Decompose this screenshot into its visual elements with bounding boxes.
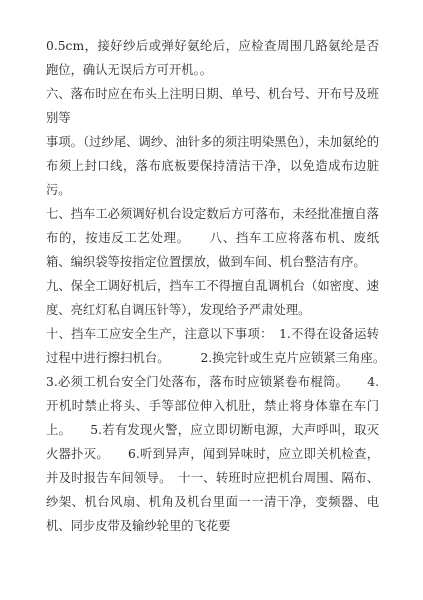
paragraph-section-six-details: 事项。（过纱尾、调纱、油针多的须注明染黑色），未加氨纶的布须上封口线，落布底板要保持清洁干净，以免造成布边脏污。 — [46, 135, 379, 197]
paragraph-sections-ten-eleven: 十、挡车工应安全生产，注意以下事项： 1.不得在设备运转过程中进行擦扫机台。 2.换完针或生克片应锁紧三角座。 3.必须工机台安全门处落布，落布时应锁紧卷布棍筒。 4.开机时禁止将头、手等部位伸入机肚，禁止将身体靠在车门上。 5.若有发现火警，应立即切断电源，大声呼叫，取灭火器扑灭。 6.听到异声，闻到异味时，应立即关机检查，并及时报告车间领导。 十一、转班时应把机台周围、隔布、纱架、机台风扇、机角及机台里面一一清干净，变频器、电机、同步皮带及输纱轮里的飞花要 — [46, 327, 416, 533]
paragraph-item-check-position: 0.5cm，接好纱后或弹好氨纶后，应检查周围几路氨纶是否跑位，确认无误后方可开机。。 — [46, 39, 379, 77]
paragraph-section-six-heading: 六、落布时应在布头上注明日期、单号、机台号、开布号及班别等 — [46, 87, 379, 125]
paragraph-section-nine: 九、保全工调好机后，挡车工不得擅自乱调机台（如密度、速度、亮红灯私自调压针等），发现给予严肃处理。 — [46, 279, 379, 317]
paragraph-sections-seven-eight: 七、挡车工必须调好机台设定数后方可落布，未经批准擅自落布的，按违反工艺处理。 八、挡车工应将落布机、废纸箱、编织袋等按指定位置摆放，做到车间、机台整洁有序。 — [46, 207, 379, 269]
document-body — [46, 34, 416, 538]
